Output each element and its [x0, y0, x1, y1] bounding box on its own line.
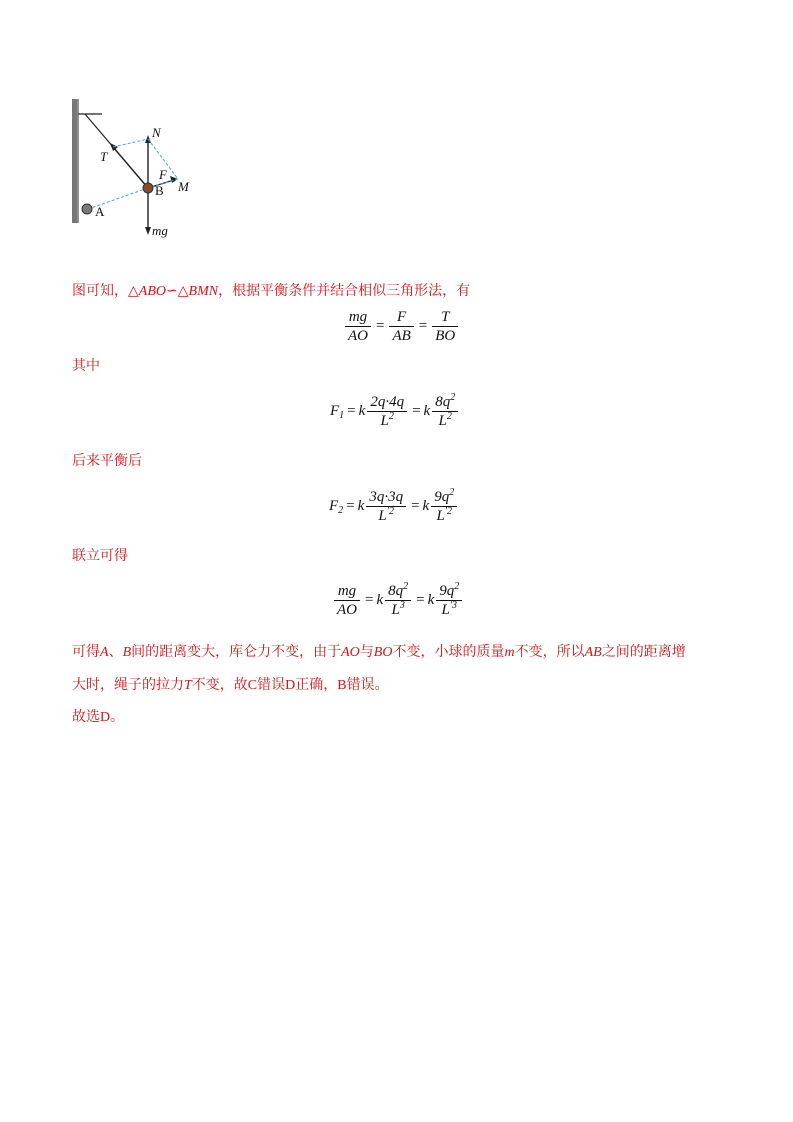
para-conclusion-2: 大时，绳子的拉力T不变，故C错误D正确，B错误。 [72, 677, 389, 693]
equation-f1: $F_1 = k$ $\frac{2q\cdot 4q}{L^2}$ = k $\frac{8q^2}{L^2}$ [330, 393, 460, 430]
label-m: M [178, 179, 189, 194]
wall [72, 99, 78, 223]
label-houlai: 后来平衡后 [72, 453, 142, 469]
label-a: A [95, 204, 105, 219]
force-diagram [66, 95, 206, 245]
label-t: T [100, 149, 108, 164]
para-conclusion-1: 可得A、B间的距离变大，库仑力不变，由于AO与BO不变，小球的质量m不变，所以AB之间的距离增 [72, 644, 686, 660]
label-qizhong: 其中 [72, 358, 100, 374]
equation-f2: $F_2 = k$ $\frac{3q\cdot 3q}{L^{'2}}$ = k $\frac{9q^2}{L^{'2}}$ [329, 488, 459, 525]
ball-a [82, 204, 92, 214]
para-similar-triangles: 图可知，△ABO∽△BMN，根据平衡条件并结合相似三角形法，有 [72, 283, 471, 299]
equation-combined: $\frac{mg}{AO}$ = k $\frac{8q^2}{L^3}$ = k $\frac{9q^2}{L^{'3}}$ [332, 582, 464, 619]
label-f: F [159, 167, 167, 182]
label-mg: mg [152, 223, 168, 238]
equation-ratio: $\frac{mg}{AO}$ = $\frac{F}{AB}$ = $\frac{T}{BO}$ [343, 308, 460, 345]
para-answer: 故选D。 [72, 709, 125, 725]
label-n: N [152, 125, 161, 140]
ball-b [143, 183, 153, 193]
label-lianli: 联立可得 [72, 548, 128, 564]
label-b: B [155, 183, 164, 198]
